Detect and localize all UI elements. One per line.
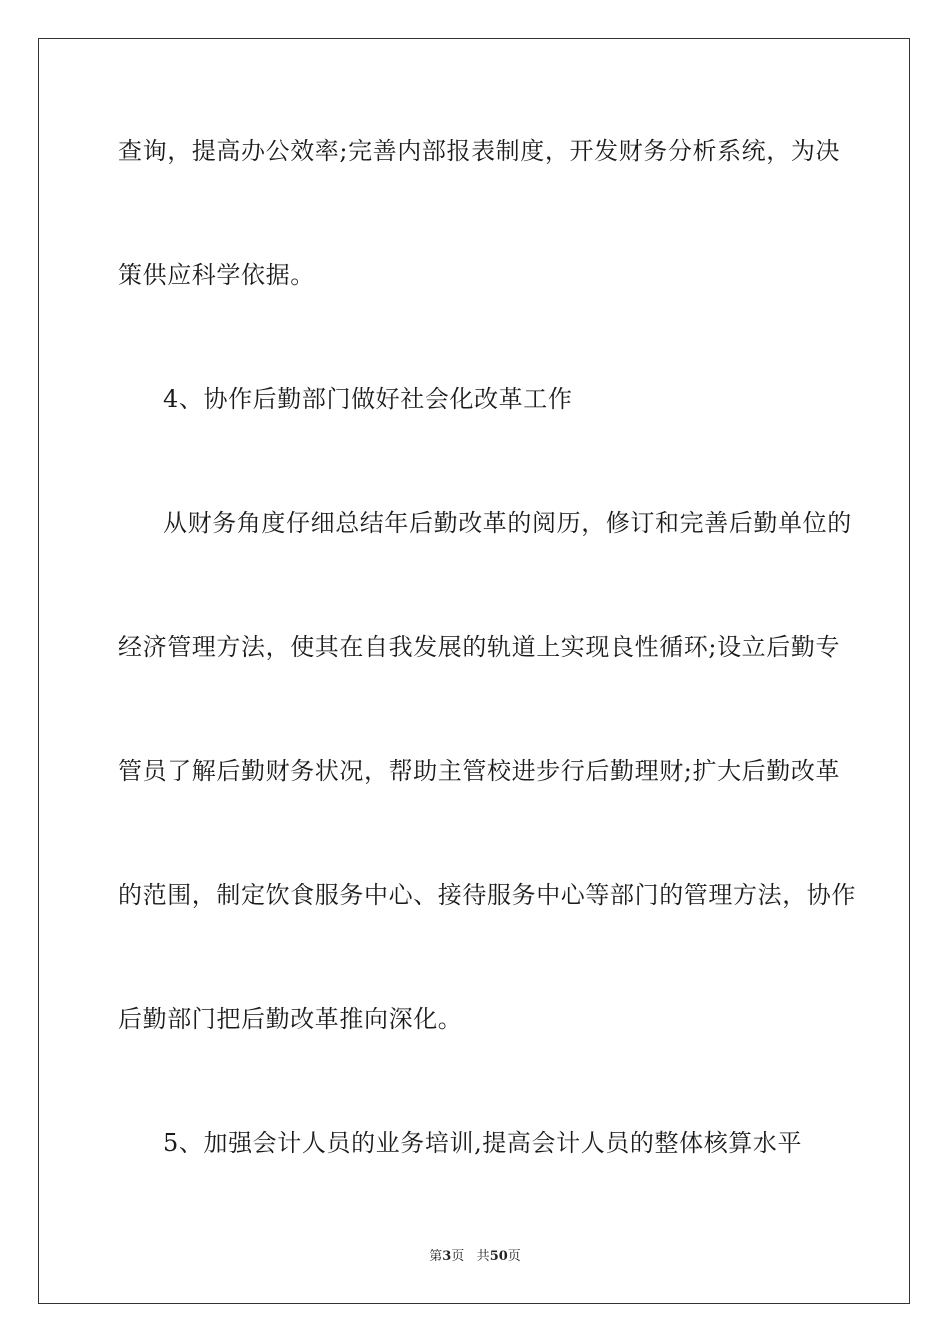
section-heading-5: 5、加强会计人员的业务培训,提高会计人员的整体核算水平 — [163, 1129, 803, 1157]
body-line-5: 经济管理方法，使其在自我发展的轨道上实现良性循环;设立后勤专 — [118, 633, 841, 661]
page-suffix: 页 — [451, 1249, 465, 1264]
page-border — [38, 38, 910, 1304]
current-page-number: 3 — [442, 1249, 452, 1264]
section-heading-4: 4、协作后勤部门做好社会化改革工作 — [163, 385, 573, 413]
body-line-7: 的范围，制定饮食服务中心、接待服务中心等部门的管理方法，协作 — [118, 881, 856, 909]
body-line-6: 管员了解后勤财务状况，帮助主管校进步行后勤理财;扩大后勤改革 — [118, 757, 841, 785]
page-footer — [0, 1248, 950, 1266]
body-line-4: 从财务角度仔细总结年后勤改革的阅历，修订和完善后勤单位的 — [163, 509, 852, 537]
body-line-8: 后勤部门把后勤改革推向深化。 — [118, 1005, 463, 1033]
total-prefix: 共 — [476, 1249, 490, 1264]
total-suffix: 页 — [507, 1249, 521, 1264]
page-prefix: 第 — [429, 1249, 443, 1264]
body-line-2: 策供应科学依据。 — [118, 261, 315, 289]
total-page-count: 50 — [489, 1249, 508, 1264]
body-line-1: 查询，提高办公效率;完善内部报表制度，开发财务分析系统，为决 — [118, 137, 841, 165]
